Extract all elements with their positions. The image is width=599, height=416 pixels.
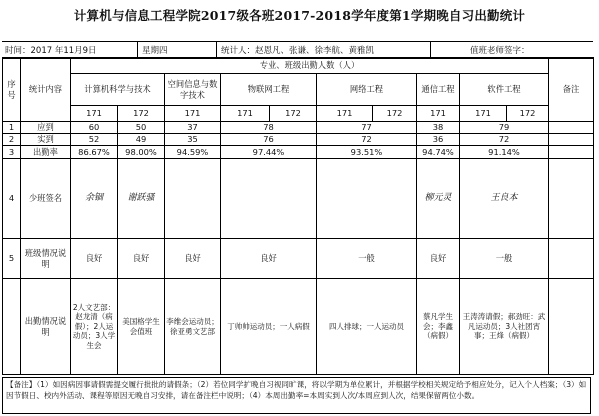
cell-value: 93.51% (317, 146, 417, 159)
class-header: 171 (221, 106, 270, 122)
cell-value: 98.00% (118, 146, 165, 159)
major-header: 网络工程 (317, 74, 417, 106)
cell-value: 37 (165, 122, 221, 134)
class-header: 172 (373, 106, 417, 122)
signature: 王良本 (460, 159, 549, 239)
cell-value: 52 (71, 134, 118, 146)
weekday-text: 星期四 (142, 46, 168, 56)
row-seq: 1 (3, 122, 21, 134)
signature (221, 159, 317, 239)
row-seq: 5 (3, 239, 21, 279)
signature: 柳元灵 (417, 159, 460, 239)
cell-value: 王涛涛请假；郝劲旺：武凡运动员；3人社团宵事；王烽（病假） (460, 279, 549, 375)
table-row (3, 159, 594, 239)
cell-value: 良好 (71, 239, 118, 279)
cell-value: 91.14% (460, 146, 549, 159)
date-text: 时间：2017 年11月9日 (5, 46, 97, 56)
cell-value: 38 (417, 122, 460, 134)
cell-value: 36 (417, 134, 460, 146)
major-header: 软件工程 (460, 74, 549, 106)
page-title: 计算机与信息工程学院2017级各班2017-2018学年度第1学期晚自习出勤统计 (73, 8, 526, 23)
cell-value: 良好 (417, 239, 460, 279)
row-label: 实到 (21, 134, 71, 146)
signature: 谢跃骚 (118, 159, 165, 239)
cell-value: 86.67% (71, 146, 118, 159)
cell-value: 97.44% (221, 146, 317, 159)
row-seq: 4 (3, 159, 21, 239)
cell-value: 60 (71, 122, 118, 134)
row-label: 出勤率 (21, 146, 71, 159)
row-label: 出勤情况说明 (21, 279, 71, 375)
cell-value: 78 (221, 122, 317, 134)
cell-value: 94.59% (165, 146, 221, 159)
cell-value: 李维会运动员；徐亚勇文艺部 (165, 279, 221, 375)
cell-value: 72 (460, 134, 549, 146)
cell-value: 丁帅帅运动员；一人病假 (221, 279, 317, 375)
cell-value: 72 (317, 134, 417, 146)
major-header: 通信工程 (417, 74, 460, 106)
cell-value: 一般 (317, 239, 417, 279)
footer-note: 【备注】（1）如因病因事请假需提交履行批批的请假条；（2）若位同学扩晚自习视同旷课，将以学期为单位累计，并根据学校相关规定给予相应处分，记入个人档案；（3）如因节假日、校内外活动、课程等原因无晚自习安排，请在备注栏中说明；（4）本周出勤率=本周实到人次/本周应到人次，结果保留两位小数。 (2, 377, 591, 414)
class-header: 172 (270, 106, 317, 122)
row-seq: 3 (3, 146, 21, 159)
class-header: 171 (165, 106, 221, 122)
cell-value: 良好 (118, 239, 165, 279)
teacher-sign-label: 值班老师签字： (470, 46, 530, 56)
cell-value: 良好 (165, 239, 221, 279)
major-group-header: 专业、班级出勤人数（人） (71, 58, 549, 74)
class-header: 172 (118, 106, 165, 122)
cell-value: 49 (118, 134, 165, 146)
class-header: 171 (71, 106, 118, 122)
signature: 余锢 (71, 159, 118, 239)
class-header: 172 (507, 106, 549, 122)
cell-value: 50 (118, 122, 165, 134)
class-header: 171 (460, 106, 507, 122)
class-header: 171 (417, 106, 460, 122)
major-header: 计算机科学与技术 (71, 74, 165, 106)
remark-header: 备注 (549, 58, 594, 122)
class-header: 171 (317, 106, 373, 122)
attendance-table (2, 57, 594, 375)
table-row (3, 134, 594, 146)
table-row (3, 122, 594, 134)
signature (317, 159, 417, 239)
row-seq: 2 (3, 134, 21, 146)
row-label: 班级情况说明 (21, 239, 71, 279)
cell-value: 79 (460, 122, 549, 134)
table-row (3, 279, 594, 375)
statisticians-text: 统计人：赵恩凡、张谦、徐李航、黄雅凯 (221, 46, 375, 56)
row-label: 少班签名 (21, 159, 71, 239)
cell-value: 一般 (460, 239, 549, 279)
table-row (3, 239, 594, 279)
cell-value: 四人排球；一人运动员 (317, 279, 417, 375)
major-header: 空间信息与数字技术 (165, 74, 221, 106)
stat-content-header: 统计内容 (21, 58, 71, 122)
cell-value: 94.74% (417, 146, 460, 159)
cell-value: 美国格学生会值班 (118, 279, 165, 375)
seq-header: 序号 (3, 58, 21, 122)
cell-value: 良好 (221, 239, 317, 279)
cell-value: 35 (165, 134, 221, 146)
major-header: 物联网工程 (221, 74, 317, 106)
cell-value: 77 (317, 122, 417, 134)
cell-value: 2人文艺部：赵龙清（病假）；2人运动员；3人学生会 (71, 279, 118, 375)
row-label: 应到 (21, 122, 71, 134)
cell-value: 76 (221, 134, 317, 146)
table-row (3, 146, 594, 159)
signature (165, 159, 221, 239)
cell-value: 蔡凡学生会；李鑫（病假） (417, 279, 460, 375)
